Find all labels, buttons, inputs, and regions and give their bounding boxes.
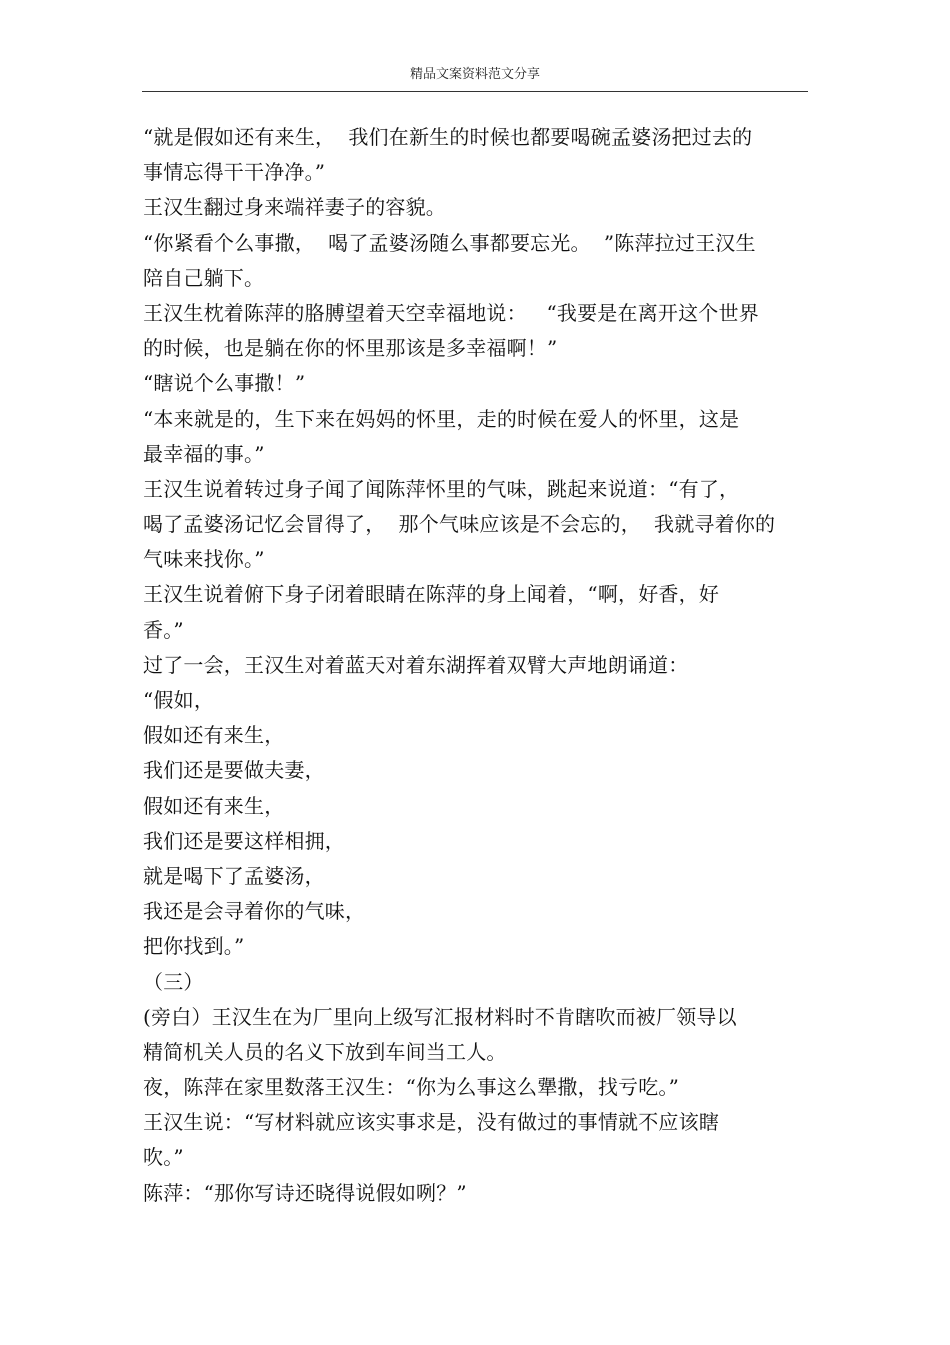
poem-line: 把你找到。” (143, 934, 245, 959)
page-header: 精品文案资料范文分享 (409, 67, 540, 82)
text-line: 精简机关人员的名义下放到车间当工人。 (143, 1039, 507, 1064)
text-line: 王汉生说：“写材料就应该实事求是，没有做过的事情就不应该瞎 (143, 1110, 720, 1135)
text-line: 过了一会，王汉生对着蓝天对着东湖挥着双臂大声地朗诵道： (143, 652, 689, 677)
text-line: (旁白）王汉生在为厂里向上级写汇报材料时不肯瞎吹而被厂领导以 (143, 1004, 737, 1029)
text-line: 香。” (143, 617, 184, 642)
text-line: “你紧看个么事撒， 喝了孟婆汤随么事都要忘光。 ”陈萍拉过王汉生 (143, 230, 756, 255)
text-line: 陪自己躺下。 (143, 265, 265, 290)
text-line: “瞎说个么事撒！” (143, 371, 306, 396)
text-line: 王汉生说着转过身子闻了闻陈萍怀里的气味，跳起来说道：“有了， (143, 476, 740, 501)
poem-line: “假如， (143, 688, 215, 712)
text-line: 王汉生翻过身来端祥妻子的容貌。 (143, 195, 446, 220)
text-line: 最幸福的事。” (143, 441, 265, 466)
text-line: 陈萍：“那你写诗还晓得说假如咧？” (143, 1180, 467, 1205)
poem-line: 假如还有来生， (143, 793, 285, 818)
text-line: “就是假如还有来生， 我们在新生的时候也都要喝碗孟婆汤把过去的 (143, 125, 753, 149)
poem-line: 就是喝下了孟婆汤， (143, 863, 325, 888)
text-line: 的时候，也是躺在你的怀里那该是多幸福啊！” (143, 336, 558, 361)
poem-line: 我们还是要做夫妻， (143, 758, 325, 783)
text-line: “本来就是的，生下来在妈妈的怀里，走的时候在爱人的怀里，这是 (143, 406, 740, 431)
poem-line: 假如还有来生， (143, 723, 285, 748)
section-heading: （三） (143, 969, 204, 994)
document-body (143, 120, 815, 1211)
poem-line: 我们还是要这样相拥， (143, 828, 345, 853)
text-line: 事情忘得干干净净。” (143, 160, 326, 185)
text-line: 王汉生说着俯下身子闭着眼睛在陈萍的身上闻着，“啊，好香，好 (143, 582, 720, 607)
text-line: 吹。” (143, 1145, 184, 1170)
header-divider (142, 91, 808, 92)
text-line: 王汉生枕着陈萍的胳膊望着天空幸福地说： “我要是在离开这个世界 (143, 300, 759, 325)
text-line: 喝了孟婆汤记忆会冒得了， 那个气味应该是不会忘的， 我就寻着你的 (143, 512, 776, 537)
poem-line: 我还是会寻着你的气味， (143, 899, 366, 924)
text-line: 气味来找你。” (143, 547, 265, 572)
text-line: 夜，陈萍在家里数落王汉生：“你为么事这么犟撒，找亏吃。” (143, 1075, 680, 1100)
